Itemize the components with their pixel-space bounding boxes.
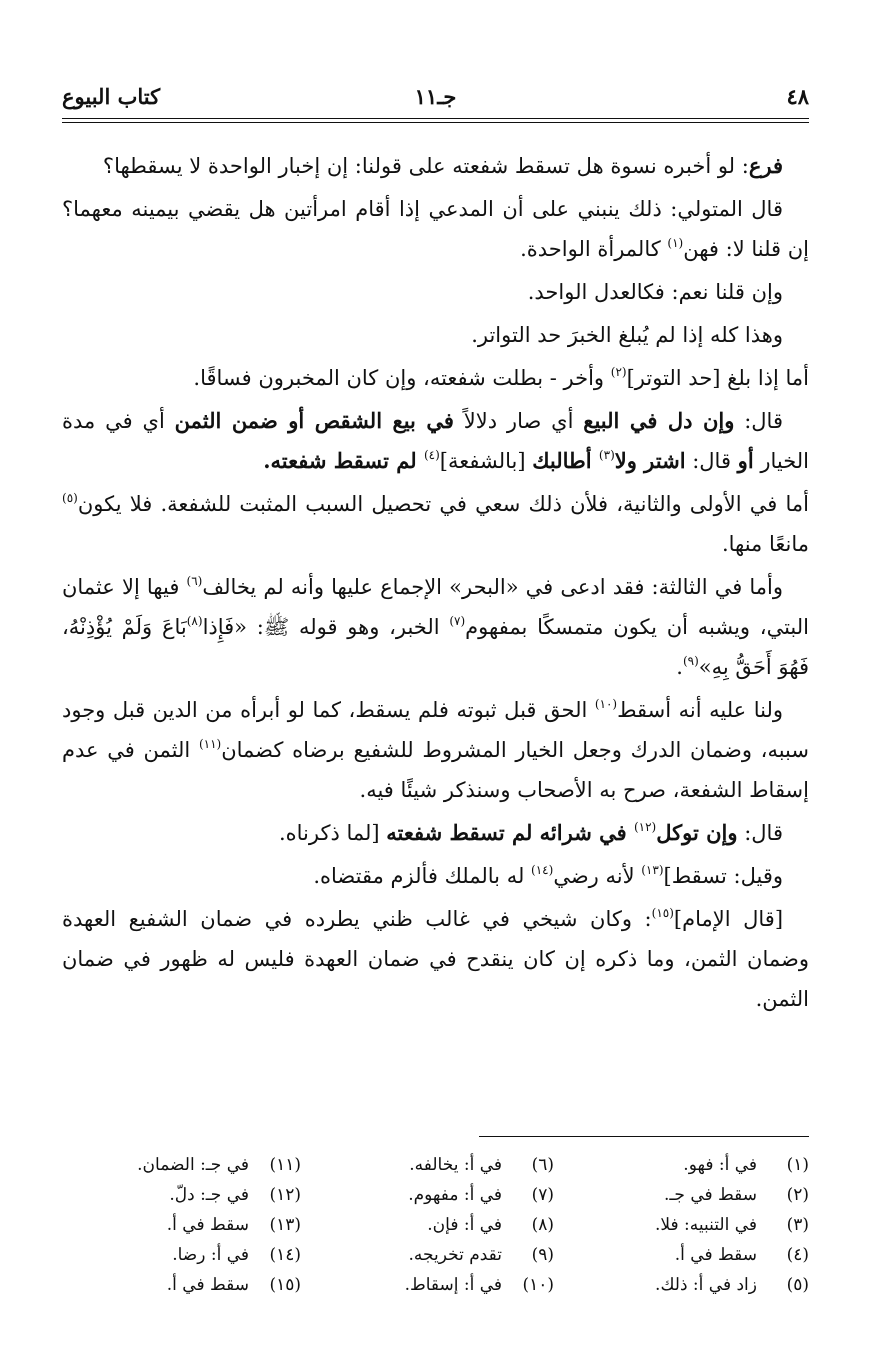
footnote-text: سقط في أ. — [166, 1215, 249, 1235]
text-run: [بالشفعة] — [439, 449, 533, 473]
header-rule — [62, 118, 809, 119]
footnote-item — [564, 1150, 809, 1180]
text-run: وأخر - بطلت شفعته، وإن كان المخبرون فساقًا. — [193, 366, 611, 390]
footnote-text: زاد في أ: ذلك. — [655, 1275, 757, 1295]
paragraph — [62, 315, 809, 355]
footnote-marker: (٦) — [186, 574, 203, 588]
paragraph — [62, 484, 809, 564]
footnote-number: (٤) — [786, 1245, 809, 1265]
footnote-text: في أ: فهو. — [683, 1155, 757, 1175]
text-run: الخبر، وهو قوله ﷺ: «فَإِذا — [202, 615, 450, 639]
footnote-item — [309, 1150, 554, 1180]
footnote-marker: (١) — [667, 236, 684, 250]
text-run: وقيل: تسقط] — [663, 864, 783, 888]
footnote-text: سقط في أ. — [674, 1245, 757, 1265]
text-run: قال: — [737, 821, 783, 845]
footnote-marker: (٨) — [186, 614, 203, 628]
footnote-number: (١) — [786, 1155, 809, 1175]
paragraph — [62, 856, 809, 896]
bold-text: وإن توكل — [656, 820, 738, 845]
footnote-text: في أ: فإن. — [427, 1215, 502, 1235]
footnote-text: في أ: يخالفه. — [409, 1155, 502, 1175]
paragraph — [62, 813, 809, 853]
text-run: بَاعَ وَلَمْ يُؤْذِنْهُ، فَهُوَ أَحَقُّ بِهِ» — [62, 615, 809, 679]
text-run: أما في الأولى والثانية، فلأن ذلك سعي في تحصيل السبب المثبت للشفعة. فلا يكون — [77, 492, 809, 516]
footnote-number: (٣) — [786, 1215, 809, 1235]
footnote-item — [309, 1180, 554, 1210]
footnote-marker: (١١) — [198, 737, 222, 751]
bold-text: في بيع الشقص أو ضمن الثمن — [174, 408, 454, 433]
footnote-item — [309, 1270, 554, 1300]
footnote-text: سقط في جـ. — [664, 1185, 757, 1205]
text-run: . — [676, 655, 683, 679]
footnote-number: (١٥) — [269, 1275, 301, 1295]
bold-text: في شرائه لم تسقط شفعته — [386, 820, 634, 845]
text-run: وهذا كله إذا لم يُبلغ الخبرَ حد التواتر. — [471, 323, 783, 347]
footnote-item — [56, 1180, 301, 1210]
footnote-text: سقط في أ. — [166, 1275, 249, 1295]
footnote-text: في أ: إسقاط. — [404, 1275, 502, 1295]
footnote-item — [56, 1210, 301, 1240]
text-run: ولنا عليه أنه أسقط — [617, 698, 783, 722]
volume-number: جـ١١ — [414, 84, 457, 109]
footnote-marker: (٥) — [62, 491, 78, 505]
footnote-item — [309, 1210, 554, 1240]
footnote-marker: (١٥) — [651, 906, 674, 920]
footnote-marker: (١٣) — [641, 863, 664, 877]
text-run: وأما في الثالثة: فقد ادعى في «البحر» الإجماع عليها وأنه لم يخالف — [202, 575, 783, 599]
footnote-separator — [479, 1136, 809, 1137]
footnote-marker: (٧) — [449, 614, 466, 628]
footnote-number: (٧) — [531, 1185, 554, 1205]
page-number: ٤٨ — [786, 84, 809, 109]
footnote-marker: (٤) — [423, 448, 440, 462]
text-run: وإن قلنا نعم: فكالعدل الواحد. — [527, 280, 783, 304]
text-run: أي في مدة الخيار — [62, 409, 809, 473]
footnote-number: (١٢) — [269, 1185, 301, 1205]
footnote-number: (١١) — [269, 1155, 301, 1175]
text-run: كالمرأة الواحدة. — [520, 237, 668, 261]
footnote-marker: (١٢) — [633, 820, 657, 834]
paragraph — [62, 272, 809, 312]
text-run: الثمن في عدم إسقاط الشفعة، صرح به الأصحاب وسنذكر شيئًا فيه. — [62, 738, 809, 802]
footnote-number: (١٠) — [522, 1275, 554, 1295]
main-text — [62, 146, 809, 1022]
footnote-text: في التنبيه: فلا. — [654, 1215, 757, 1235]
bold-text: أطالبك — [532, 448, 599, 473]
text-run: قال: — [734, 409, 783, 433]
text-run: أما إذا بلغ [حد التوتر] — [626, 366, 809, 390]
footnote-marker: (٩) — [682, 654, 699, 668]
footnote-number: (١٣) — [269, 1215, 301, 1235]
footnote-marker: (١٤) — [531, 863, 554, 877]
footnote-text: في أ: رضا. — [172, 1245, 249, 1265]
text-run: لأنه رضي — [553, 864, 642, 888]
footnote-item — [564, 1270, 809, 1300]
footnote-number: (٨) — [531, 1215, 554, 1235]
footnote-item — [309, 1240, 554, 1270]
text-run: له بالملك فألزم مقتضاه. — [313, 864, 532, 888]
text-run: قال: — [685, 449, 738, 473]
footnote-item — [564, 1210, 809, 1240]
text-run: أي صار دلالاً — [453, 409, 584, 433]
bold-text: أو — [737, 448, 754, 473]
footnote-item — [564, 1180, 809, 1210]
paragraph — [62, 189, 809, 269]
bold-text: اشتر ولا — [614, 448, 686, 473]
paragraph — [62, 567, 809, 687]
text-run: [قال الإمام] — [673, 907, 784, 931]
bold-text: فرع — [748, 153, 783, 178]
footnote-item — [56, 1150, 301, 1180]
text-run: مانعًا منها. — [721, 532, 809, 556]
paragraph — [62, 358, 809, 398]
paragraph — [62, 690, 809, 810]
footnote-number: (١٤) — [269, 1245, 301, 1265]
bold-text: لم تسقط شفعته. — [263, 448, 424, 473]
footnote-column — [56, 1150, 301, 1300]
text-run: [لما ذكرناه. — [278, 821, 387, 845]
text-run: الحق قبل ثبوته فلم يسقط، كما لو أبرأه من الدين قبل وجود سببه، وضمان الدرك وجعل الخيار المشروط للشفيع برضاه كضمان — [62, 698, 809, 762]
paragraph — [62, 146, 809, 186]
footnote-item — [564, 1240, 809, 1270]
footnote-text: في جـ: دلّ. — [169, 1185, 249, 1205]
footnote-column — [309, 1150, 554, 1300]
bold-text: وإن دل في البيع — [583, 408, 735, 433]
footnote-item — [56, 1240, 301, 1270]
footnote-column — [564, 1150, 809, 1300]
paragraph — [62, 401, 809, 481]
text-run: : وكان شيخي في غالب ظني يطرده في ضمان الشفيع العهدة وضمان الثمن، وما ذكره إن كان ينقدح في ضمان العهدة فليس له ظهور في ضمان الثمن. — [62, 907, 809, 1011]
footnote-marker: (٣) — [598, 448, 615, 462]
footnote-number: (٩) — [531, 1245, 554, 1265]
header-rule-double — [62, 122, 809, 123]
footnote-text: في أ: مفهوم. — [408, 1185, 502, 1205]
footnote-number: (٦) — [531, 1155, 554, 1175]
paragraph — [62, 899, 809, 1019]
footnote-text: في جـ: الضمان. — [137, 1155, 249, 1175]
footnote-marker: (٢) — [610, 365, 627, 379]
footnote-number: (٢) — [786, 1185, 809, 1205]
page-header — [62, 84, 809, 118]
footnote-number: (٥) — [786, 1275, 809, 1295]
book-title: كتاب البيوع — [62, 84, 161, 109]
footnote-text: تقدم تخريجه. — [408, 1245, 502, 1265]
text-run: فيها إلا عثمان البتي، ويشبه أن يكون متمسكًا بمفهوم — [62, 575, 809, 639]
text-run: قال المتولي: ذلك ينبني على أن المدعي إذا أقام امرأتين هل يقضي بيمينه معهما؟ إن قلنا لا: فهن — [62, 197, 809, 261]
text-run: : لو أخبره نسوة هل تسقط شفعته على قولنا: إن إخبار الواحدة لا يسقطها؟ — [102, 154, 749, 178]
footnote-item — [56, 1270, 301, 1300]
footnote-marker: (١٠) — [594, 697, 618, 711]
